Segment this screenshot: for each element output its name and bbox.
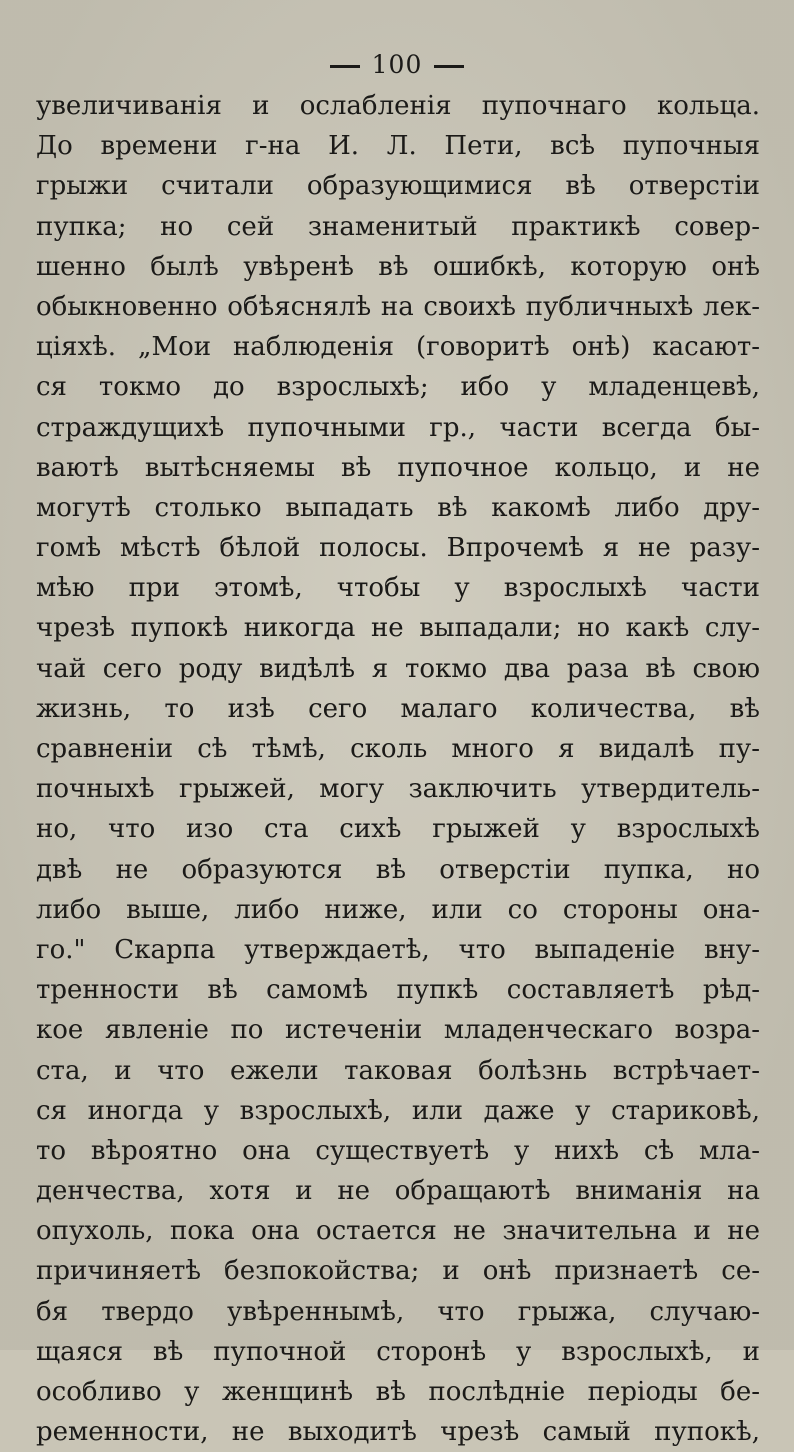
text-line: опухоль, пока она остается не значительна и не (36, 1216, 760, 1247)
text-line: увеличиванія и ослабленія пупочнаго кольца. (36, 91, 760, 121)
text-line: пупка; но сей знаменитый практикѣ совер- (36, 211, 760, 242)
text-line: тренности вѣ самомѣ пупкѣ составляетѣ рѣд- (36, 975, 760, 1006)
text-line: го." Скарпа утверждаетѣ, что выпаденіе вну- (36, 934, 760, 965)
text-line: сравненіи сѣ тѣмѣ, сколь много я видалѣ пу- (36, 734, 760, 764)
text-line: особливо у женщинѣ вѣ послѣдніе періоды бе- (36, 1377, 760, 1407)
text-line: мѣю при этомѣ, чтобы у взрослыхѣ части (36, 573, 760, 604)
text-line: ременности, не выходитѣ чрезѣ самый пупокѣ, (36, 1417, 760, 1448)
text-line: гомѣ мѣстѣ бѣлой полосы. Впрочемѣ я не разу- (36, 533, 760, 564)
text-line: жизнь, то изѣ сего малаго количества, вѣ (36, 693, 760, 724)
text-line: могутѣ столько выпадать вѣ какомѣ либо дру- (36, 492, 760, 523)
text-line: почныхѣ грыжей, могу заключить утвердитель- (36, 774, 760, 805)
text-line: ся иногда у взрослыхѣ, или даже у стариковѣ, (36, 1095, 760, 1126)
body-text (36, 86, 760, 1452)
text-line: ціяхѣ. „Мои наблюденія (говоритѣ онѣ) касают- (36, 332, 760, 363)
text-line: грыжи считали образующимися вѣ отверстіи (36, 171, 760, 202)
text-line: шенно былѣ увѣренѣ вѣ ошибкѣ, которую онѣ (36, 251, 760, 282)
header-dash-left (330, 65, 360, 68)
text-line: обыкновенно обѣяснялѣ на своихѣ публичныхѣ лек- (36, 291, 760, 322)
header-dash-right (434, 65, 464, 68)
text-line: чрезѣ пупокѣ никогда не выпадали; но какѣ слу- (36, 613, 760, 644)
text-line: то вѣроятно она существуетѣ у нихѣ сѣ мла- (36, 1135, 760, 1166)
text-line: страждущихѣ пупочными гр., части всегда бы- (36, 412, 760, 443)
text-line: ваютѣ вытѣсняемы вѣ пупочное кольцо, и не (36, 452, 760, 483)
page-number: 100 (371, 50, 423, 79)
text-line: До времени г-на И. Л. Пети, всѣ пупочныя (36, 131, 760, 162)
text-line: щаяся вѣ пупочной сторонѣ у взрослыхѣ, и (36, 1336, 760, 1367)
text-line: причиняетѣ безпокойства; и онѣ признаетѣ се- (36, 1256, 760, 1287)
text-line: денчества, хотя и не обращаютѣ вниманія на (36, 1176, 760, 1207)
text-line: бя твердо увѣреннымѣ, что грыжа, случаю- (36, 1296, 760, 1327)
text-line: кое явленіе по истеченіи младенческаго возра- (36, 1015, 760, 1046)
text-line: чай сего роду видѣлѣ я токмо два раза вѣ свою (36, 653, 760, 684)
text-line: двѣ не образуются вѣ отверстіи пупка, но (36, 854, 760, 885)
text-line: ста, и что ежели таковая болѣзнь встрѣчает- (36, 1055, 760, 1086)
text-line: либо выше, либо ниже, или со стороны она- (36, 894, 760, 925)
page-header (0, 50, 794, 79)
text-line: но, что изо ста сихѣ грыжей у взрослыхѣ (36, 814, 760, 845)
text-line: ся токмо до взрослыхѣ; ибо у младенцевѣ, (36, 372, 760, 403)
